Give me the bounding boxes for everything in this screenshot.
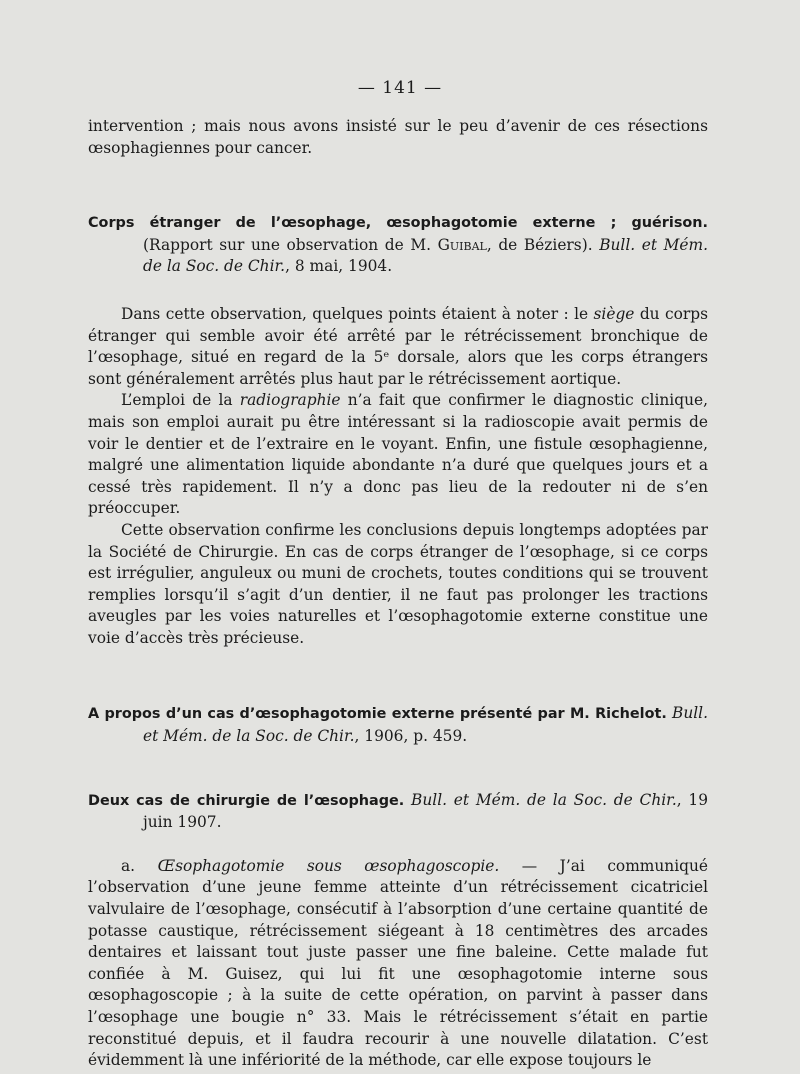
entry-1-journal: Bull. et Mém. de la Soc. de Chir. (143, 235, 708, 276)
p2-after: n’a fait que confirmer le diagnostic clinique, mais son emploi aurait pu être intéressant si la radioscopie avait permis de voir le dentier et de l’extraire en le voyant. Enfin, une fistule œsophagienne, malgré une alimentation liquide abondante n’a duré que quelques jours et a cessé très rapidement. Il n’y a donc pas lieu de la redouter ni de s’en préoccuper. (88, 391, 708, 518)
p1-after: du corps étranger qui semble avoir été arrêté par le rétrécissement bronchique de l’œsophage, situé en regard de la 5ᵉ dorsale, alors que les corps étrangers sont généralement arrêtés plus haut par le rétrécissement aortique. (88, 304, 708, 388)
reference-entry-2 (88, 703, 708, 747)
p4-emphasis: Œsophagotomie sous œsophagoscopie. (157, 856, 500, 875)
p2-before: L’emploi de la (121, 391, 240, 410)
body-paragraph-3: Cette observation confirme les conclusions depuis longtemps adoptées par la Société de Chirurgie. En cas de corps étranger de l’œsophage, si ce corps est irrégulier, anguleux ou muni de crochets, toutes conditions qui se trouvent remplies lorsqu’il s’agit d’un dentier, il ne faut pas prolonger les tractions aveugles par les voies naturelles et l’œsophagotomie externe constitue une voie d’accès très précieuse. (88, 520, 708, 647)
body-paragraph-2 (88, 390, 708, 520)
entry-2-heading: A propos d’un cas d’œsophagotomie externe présenté par M. Richelot. (88, 706, 667, 723)
entry-2-rest: , 1906, p. 459. (354, 727, 468, 746)
page-number: — 141 — (357, 78, 443, 98)
intro-paragraph: intervention ; mais nous avons insisté sur le peu d’avenir de ces résections œsophagiennes pour cancer. (88, 117, 708, 157)
entry-3-rest: , 19 juin 1907. (143, 790, 708, 832)
body-paragraph-4 (88, 856, 708, 1072)
entry-1-date: , 8 mai, 1904. (285, 257, 393, 276)
p4-label: a. (121, 856, 158, 875)
entry-1-pre: (Rapport sur une observation de M. (143, 235, 438, 254)
body-paragraph-1 (88, 304, 708, 390)
entry-3-heading: Deux cas de chirurgie de l’œsophage. (88, 792, 405, 809)
p4-text: — J’ai communiqué l’observation d’une jeune femme atteinte d’un rétrécissement cicatriciel valvulaire de l’œsophage, consécutif à l’absorption d’une certaine quantité de potasse caustique, rétrécissement siégeant à 18 centimètres des arcades dentaires et laissant tout juste passer une fine baleine. Cette malade fut confiée à M. Guisez, qui lui fit une œsophagotomie interne sous œsophagoscopie ; à la suite de cette opération, on parvint à passer dans l’œsophage une bougie n° 33. Mais le rétrécissement s’était en partie reconstitué depuis, et il faudra recourir à une nouvelle dilatation. C’est évidemment là une infériorité de la méthode, car elle expose toujours le (88, 856, 709, 1070)
p1-emphasis: siège (593, 304, 635, 323)
entry-1-mid: , de Béziers). (486, 235, 600, 254)
page-body (88, 116, 708, 1072)
reference-entry-3 (88, 790, 708, 834)
entry-1-author: Guibal (437, 235, 487, 254)
entry-3-journal: Bull. et Mém. de la Soc. de Chir. (411, 790, 677, 809)
reference-entry-1 (88, 212, 708, 278)
entry-2-journal: Bull. et Mém. de la Soc. de Chir. (143, 704, 708, 746)
p2-emphasis: radiographie (239, 391, 341, 410)
entry-1-heading: Corps étranger de l’œsophage, œsophagotomie externe ; guérison. (88, 215, 708, 232)
p1-before: Dans cette observation, quelques points étaient à noter : le (121, 304, 594, 323)
